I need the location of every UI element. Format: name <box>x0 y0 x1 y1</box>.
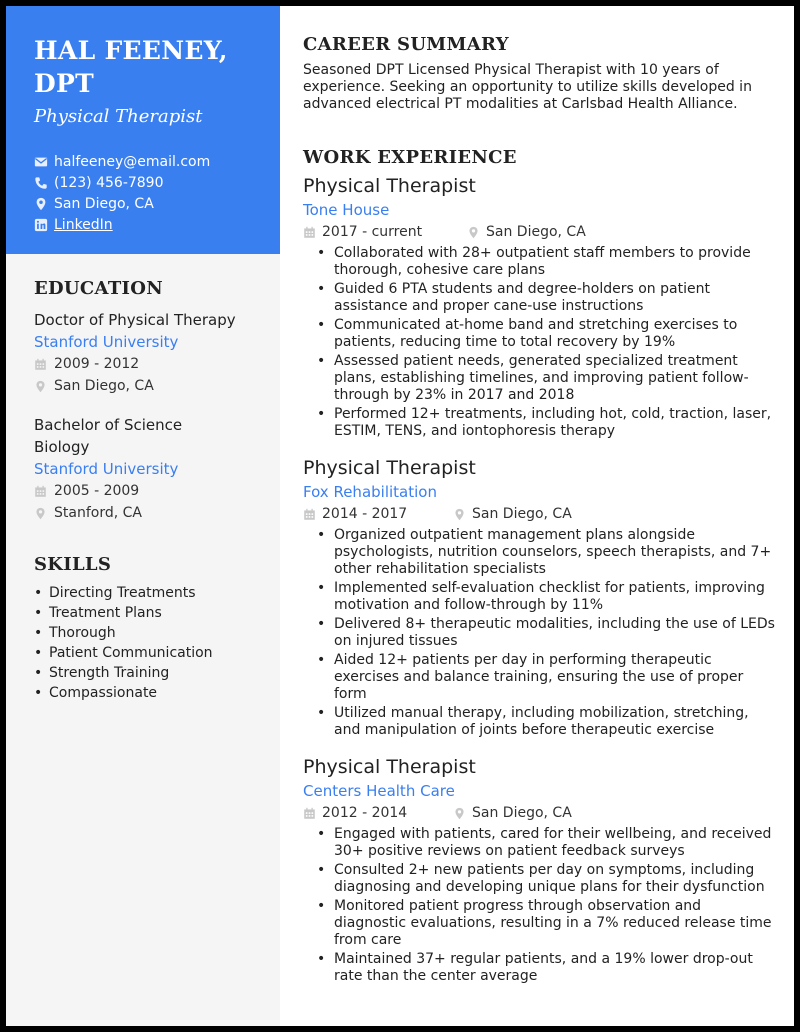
linkedin-link[interactable]: LinkedIn <box>54 216 113 233</box>
job-entry <box>303 755 794 985</box>
bullet-item: • Monitored patient progress through observation and diagnostic evaluations, resulting in a 7% reduced release time from care <box>317 898 777 949</box>
experience-heading: WORK EXPERIENCE <box>303 147 517 168</box>
job-location: San Diego, CA <box>453 506 572 522</box>
education-dates <box>34 353 280 375</box>
calendar-icon <box>34 485 47 498</box>
skills-section <box>6 524 280 703</box>
school-name: Stanford University <box>34 460 179 478</box>
bullet-item: • Performed 12+ treatments, including hot, cold, traction, laser, ESTIM, TENS, and iontophoresis therapy <box>317 406 777 440</box>
job-dates: 2017 - current <box>303 224 467 240</box>
bullet-item: • Delivered 8+ therapeutic modalities, including the use of LEDs on injured tissues <box>317 616 777 650</box>
bullet-item: • Collaborated with 28+ outpatient staff members to provide thorough, cohesive care plans <box>317 245 777 279</box>
summary-heading: CAREER SUMMARY <box>303 34 509 55</box>
map-pin-icon <box>34 507 47 520</box>
bullet-item: • Maintained 37+ regular patients, and a 19% lower drop-out rate than the center average <box>317 951 777 985</box>
location-text: San Diego, CA <box>54 378 154 394</box>
calendar-icon <box>303 807 316 820</box>
job-entry <box>303 456 794 739</box>
skill-item: • Strength Training <box>34 663 280 683</box>
bullet-item: • Utilized manual therapy, including mobilization, stretching, and manipulation of joints before therapeutic exercise <box>317 705 777 739</box>
contact-location <box>34 193 280 214</box>
skill-item: • Directing Treatments <box>34 583 280 603</box>
bullet-item: • Organized outpatient management plans alongside psychologists, nutrition counselors, speech therapists, and 7+ other rehabilitation specialists <box>317 527 777 578</box>
degree: Bachelor of Science <box>34 416 183 434</box>
job-title: Physical Therapist <box>303 457 476 479</box>
education-section <box>6 254 280 524</box>
bullet-item: • Communicated at-home band and stretching exercises to patients, reducing time to total recovery by 19% <box>317 317 777 351</box>
linkedin-icon <box>34 218 48 232</box>
contact-linkedin[interactable] <box>34 214 280 235</box>
education-item <box>34 309 280 397</box>
map-pin-icon <box>34 380 47 393</box>
header-block <box>6 6 280 254</box>
company-name: Fox Rehabilitation <box>303 483 437 501</box>
job-entry <box>303 174 794 440</box>
education-location <box>34 375 280 397</box>
main-column <box>280 6 794 987</box>
summary-text: Seasoned DPT Licensed Physical Therapist with 10 years of experience. Seeking an opportunity to utilize skills developed in advanced electrical PT modalities at Carlsbad Health Alliance. <box>303 62 752 112</box>
contact-phone[interactable] <box>34 172 280 193</box>
dates-text: 2005 - 2009 <box>54 483 140 499</box>
sidebar <box>6 6 280 1026</box>
bullet-item: • Guided 6 PTA students and degree-holders on patient assistance and proper cane-use instructions <box>317 281 777 315</box>
skills-list <box>34 583 280 703</box>
contact-email[interactable] <box>34 151 280 172</box>
job-title: Physical Therapist <box>303 756 476 778</box>
bullet-item: • Consulted 2+ new patients per day on symptoms, including diagnosing and developing unique plans for their dysfunction <box>317 862 777 896</box>
phone-text: (123) 456-7890 <box>54 174 164 191</box>
bullet-item: • Implemented self-evaluation checklist for patients, improving motivation and follow-through by 11% <box>317 580 777 614</box>
bullet-item: • Assessed patient needs, generated specialized treatment plans, establishing timelines, and improving patient follow-through by 23% in 2017 and 2018 <box>317 353 777 404</box>
company-name: Tone House <box>303 201 390 219</box>
location-text: San Diego, CA <box>54 195 154 212</box>
phone-icon <box>34 176 48 190</box>
candidate-name <box>34 34 280 100</box>
skill-item: • Patient Communication <box>34 643 280 663</box>
location-text: Stanford, CA <box>54 505 142 521</box>
name-line-2: DPT <box>34 69 94 98</box>
map-pin-icon <box>467 226 480 239</box>
job-title: Physical Therapist <box>303 175 476 197</box>
job-bullets <box>317 527 777 739</box>
education-location <box>34 502 280 524</box>
bullet-item: • Engaged with patients, cared for their wellbeing, and received 30+ positive reviews on patient feedback surveys <box>317 826 777 860</box>
map-pin-icon <box>453 508 466 521</box>
envelope-icon <box>34 155 48 169</box>
education-heading: EDUCATION <box>34 278 163 299</box>
calendar-icon <box>34 358 47 371</box>
skill-item: • Thorough <box>34 623 280 643</box>
map-pin-icon <box>34 197 48 211</box>
company-name: Centers Health Care <box>303 782 455 800</box>
job-dates: 2014 - 2017 <box>303 506 453 522</box>
school-name: Stanford University <box>34 333 179 351</box>
job-meta <box>303 503 794 525</box>
dates-text: 2009 - 2012 <box>54 356 140 372</box>
email-text: halfeeney@email.com <box>54 153 211 170</box>
skills-heading: SKILLS <box>34 554 112 575</box>
education-item <box>34 414 280 524</box>
bullet-item: • Aided 12+ patients per day in performing therapeutic exercises and balance training, ensuring the use of proper form <box>317 652 777 703</box>
calendar-icon <box>303 508 316 521</box>
job-bullets <box>317 826 777 985</box>
job-location: San Diego, CA <box>453 805 572 821</box>
education-dates <box>34 480 280 502</box>
role-title: Physical Therapist <box>34 106 203 127</box>
job-meta <box>303 802 794 824</box>
contact-list <box>34 151 280 235</box>
degree-major: Biology <box>34 438 90 456</box>
job-dates: 2012 - 2014 <box>303 805 453 821</box>
map-pin-icon <box>453 807 466 820</box>
job-bullets <box>317 245 777 440</box>
skill-item: • Treatment Plans <box>34 603 280 623</box>
job-location: San Diego, CA <box>467 224 586 240</box>
name-line-1: HAL FEENEY, <box>34 36 228 65</box>
degree: Doctor of Physical Therapy <box>34 311 236 329</box>
skill-item: • Compassionate <box>34 683 280 703</box>
job-meta <box>303 221 794 243</box>
calendar-icon <box>303 226 316 239</box>
